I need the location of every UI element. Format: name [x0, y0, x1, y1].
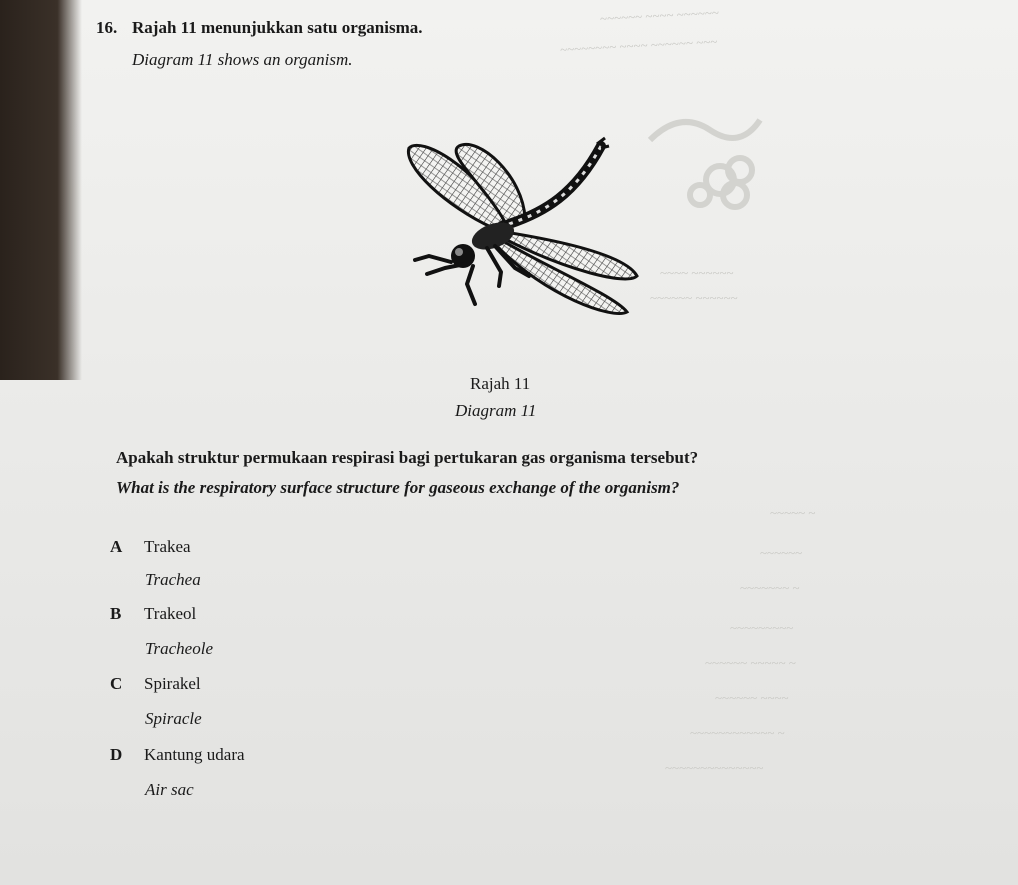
question-text-malay: Rajah 11 menunjukkan satu organisma.	[132, 18, 423, 37]
option-d[interactable]	[110, 745, 245, 765]
option-b[interactable]	[110, 604, 196, 624]
bleed-through-text: ~~~~~~ ~~~~~ ~	[705, 655, 796, 670]
bleed-through-figure	[640, 100, 770, 220]
option-a[interactable]	[110, 537, 191, 557]
bleed-through-text: ~~~~~~ ~~~~ ~~~~~~	[599, 4, 720, 27]
option-text-malay: Trakea	[144, 537, 191, 556]
dragonfly-illustration	[405, 136, 645, 320]
question-text-english: Diagram 11 shows an organism.	[132, 50, 353, 69]
option-text-malay: Kantung udara	[144, 745, 245, 764]
option-letter: D	[110, 745, 123, 764]
option-text-malay: Spirakel	[144, 674, 201, 693]
bleed-through-text: ~~~~ ~~~~~~	[660, 265, 734, 280]
option-b-english: Tracheole	[145, 639, 213, 658]
bleed-through-text: ~~~~~~~ ~	[740, 580, 800, 595]
bleed-through-text: ~~~~~~~~ ~~~~ ~~~~~~ ~~~	[559, 33, 718, 58]
option-a-english: Trachea	[145, 570, 201, 589]
option-d-english: Air sac	[145, 780, 194, 799]
figure-label-english: Diagram 11	[455, 401, 537, 420]
prompt-malay: Apakah struktur permukaan respirasi bagi pertukaran gas organisma tersebut?	[116, 448, 699, 467]
background-edge	[0, 0, 82, 380]
option-c-english: Spiracle	[145, 709, 202, 728]
bleed-through-text: ~~~~~~	[760, 545, 803, 560]
option-letter: C	[110, 674, 123, 693]
option-c[interactable]	[110, 674, 201, 694]
option-letter: A	[110, 537, 123, 556]
option-text-malay: Trakeol	[144, 604, 197, 623]
figure-label-malay: Rajah 11	[470, 374, 531, 393]
option-letter: B	[110, 604, 122, 623]
bleed-through-text: ~~~~~~ ~~~~~~	[650, 290, 738, 305]
bleed-through-text: ~~~~~~~~~~~~ ~	[690, 725, 785, 740]
bleed-through-text: ~~~~~~~~~	[730, 620, 794, 635]
bleed-through-text: ~~~~~~ ~~~~	[715, 690, 789, 705]
bleed-through-text: ~~~~~~~~~~~~~~	[665, 760, 764, 775]
question-number: 16.	[96, 18, 118, 37]
prompt-english: What is the respiratory surface structure for gaseous exchange of the organism?	[116, 478, 680, 497]
bleed-through-text: ~~~~~ ~	[770, 505, 816, 520]
